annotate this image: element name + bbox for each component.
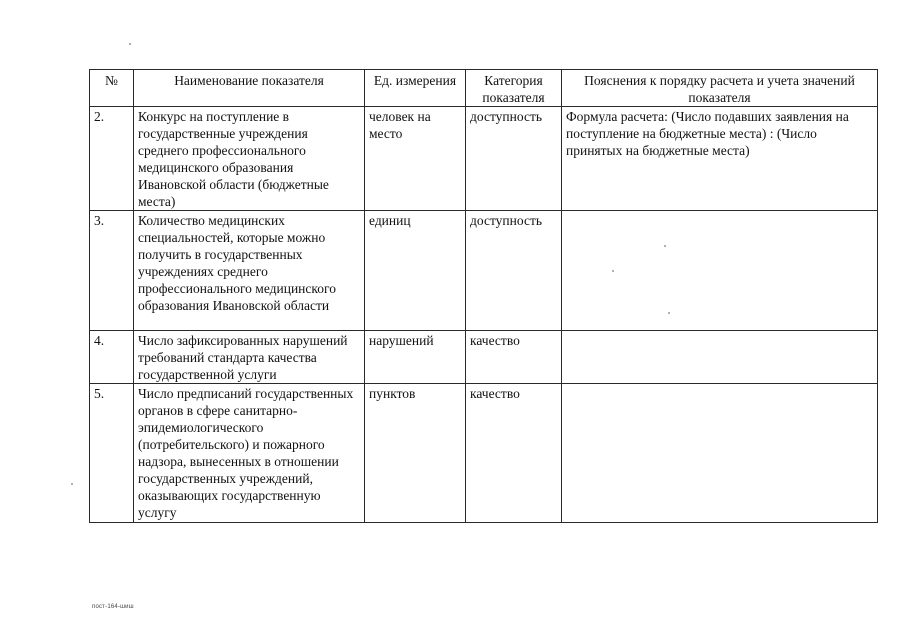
header-unit: Ед. измерения [365, 70, 466, 107]
row-unit: человек на место [365, 107, 466, 211]
row-name: Число предписаний государственных органов в сфере санитарно-эпидемиологического (потребительского) и пожарного надзора, вынесенных в отношении государственных учреждений, оказывающих государственную услугу [134, 384, 365, 523]
table-row [90, 211, 878, 331]
scan-speck [664, 245, 666, 247]
header-row [90, 70, 878, 107]
table-row [90, 384, 878, 523]
indicators-table [89, 69, 878, 523]
header-category: Категория показателя [466, 70, 562, 107]
row-category: качество [466, 384, 562, 523]
table-row [90, 331, 878, 384]
row-num: 5. [90, 384, 134, 523]
row-notes [562, 211, 878, 331]
header-notes: Пояснения к порядку расчета и учета значений показателя [562, 70, 878, 107]
table-header [90, 70, 878, 107]
scan-speck [612, 270, 614, 272]
row-category: качество [466, 331, 562, 384]
row-name: Конкурс на поступление в государственные учреждения среднего профессионального медицинского образования Ивановской области (бюджетные места) [134, 107, 365, 211]
scan-speck [129, 43, 131, 45]
table-body [90, 107, 878, 523]
row-num: 2. [90, 107, 134, 211]
header-name: Наименование показателя [134, 70, 365, 107]
row-unit: нарушений [365, 331, 466, 384]
row-notes [562, 331, 878, 384]
header-num: № [90, 70, 134, 107]
row-name: Количество медицинских специальностей, которые можно получить в государственных учреждениях среднего профессионального медицинского образования Ивановской области [134, 211, 365, 331]
row-unit: единиц [365, 211, 466, 331]
row-num: 3. [90, 211, 134, 331]
document-footer-code: пост-164-шиш [92, 604, 134, 610]
row-notes: Формула расчета: (Число подавших заявления на поступление на бюджетные места) : (Число принятых на бюджетные места) [562, 107, 878, 211]
scan-speck [668, 312, 670, 314]
row-category: доступность [466, 107, 562, 211]
table-row [90, 107, 878, 211]
row-category: доступность [466, 211, 562, 331]
scan-speck [71, 483, 73, 485]
row-notes [562, 384, 878, 523]
row-num: 4. [90, 331, 134, 384]
row-unit: пунктов [365, 384, 466, 523]
row-name: Число зафиксированных нарушений требований стандарта качества государственной услуги [134, 331, 365, 384]
